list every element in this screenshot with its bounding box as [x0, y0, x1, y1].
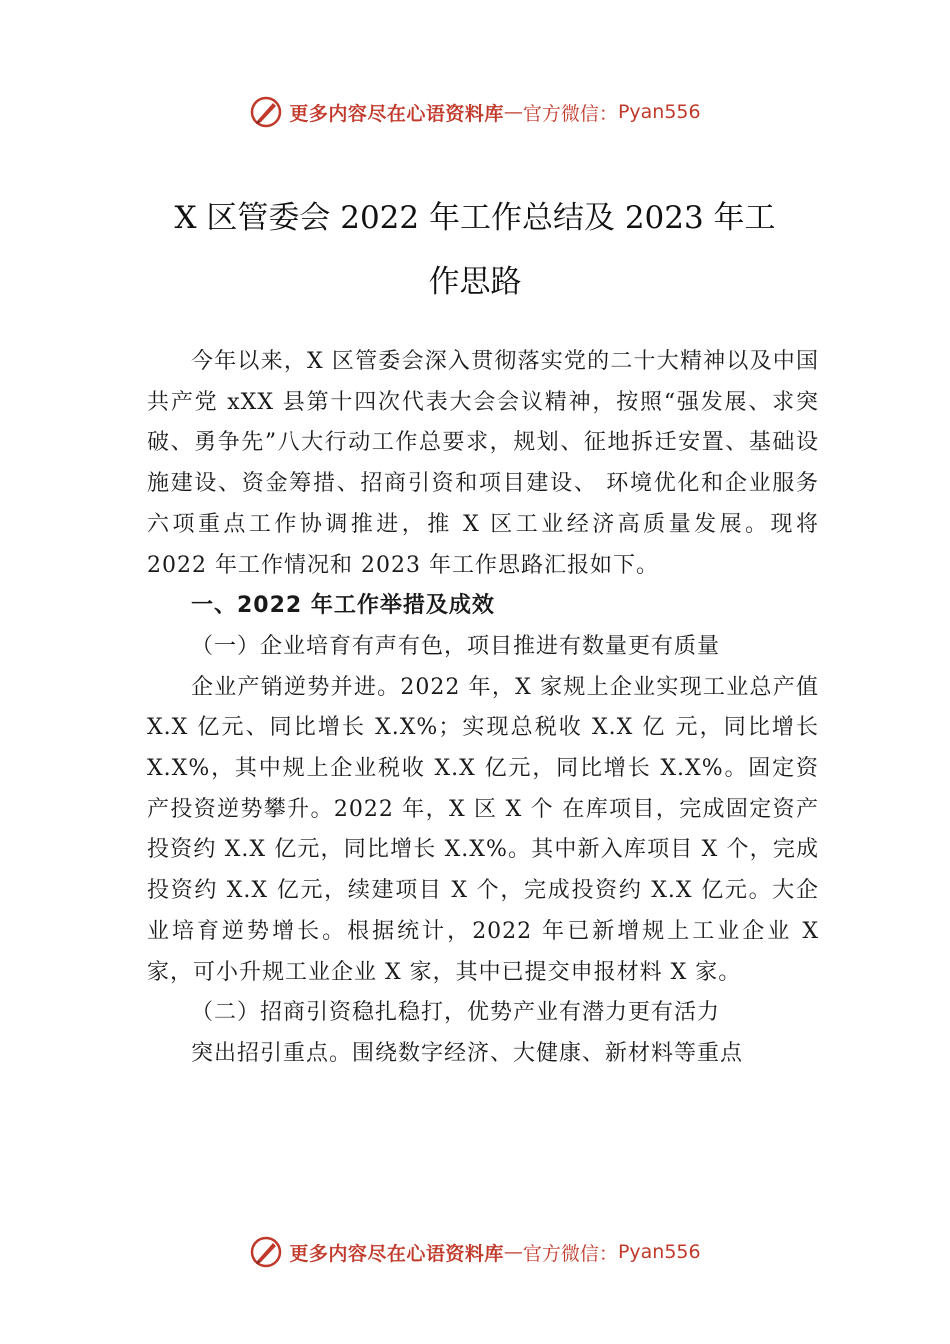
wechat-label: 官方微信：	[522, 102, 618, 125]
document-body	[147, 342, 819, 1075]
wechat-label: 官方微信：	[522, 1242, 618, 1265]
wechat-id: Pyan556	[617, 101, 701, 123]
banner-separator: —	[503, 1241, 523, 1263]
brand-text: 更多内容尽在心语资料库	[289, 1242, 504, 1265]
section-heading: 一、2022 年工作举措及成效	[191, 593, 495, 619]
subsection-heading: （二）招商引资稳扎稳打，优势产业有潜力更有活力	[191, 1000, 721, 1026]
pen-logo-icon	[249, 1235, 283, 1269]
subsection-paragraph: 突出招引重点。围绕数字经济、大健康、新材料等重点	[191, 1040, 744, 1066]
subsection-paragraph: 企业产销逆势并进。2022 年，X 家规上企业实现工业总产值 X.X 亿元、同比增长 X.X%；实现总税收 X.X 亿 元，同比增长 X.X%，其中规上企业税收 X.X 亿元，同比增长 X.X%。固定资产投资逆势攀升。2022 年，X 区 X 个 在库项目，完成固定资产投资约 X.X 亿元，同比增长 X.X%。其中新入库项目 X 个，完成投资约 X.X 亿元，续建项目 X 个，完成投资约 X.X 亿元。大企业培育逆势增长。根据统计，2022 年已新增规上工业企业 X 家，可小升规工业企业 X 家，其中已提交申报材料 X 家。	[147, 674, 819, 985]
document-title	[100, 186, 850, 314]
banner-separator: —	[503, 101, 523, 123]
pen-logo-icon	[249, 95, 283, 129]
subsection-heading: （一）企业培育有声有色，项目推进有数量更有质量	[191, 633, 721, 659]
header-banner	[0, 92, 950, 132]
footer-banner	[0, 1232, 950, 1272]
wechat-id: Pyan556	[617, 1241, 701, 1263]
brand-text: 更多内容尽在心语资料库	[289, 102, 504, 125]
title-line-2: 作思路	[428, 264, 522, 300]
intro-paragraph: 今年以来，X 区管委会深入贯彻落实党的二十大精神以及中国共产党 xXX 县第十四次代表大会会议精神，按照“强发展、求突破、勇争先”八大行动工作总要求，规划、征地拆迁安置、基础设施建设、资金筹措、招商引资和项目建设、 环境优化和企业服务六项重点工作协调推进，推 X 区工业经济高质量发展。现将 2022 年工作情况和 2023 年工作思路汇报如下。	[147, 349, 819, 578]
title-line-1: X 区管委会 2022 年工作总结及 2023 年工	[174, 200, 776, 236]
